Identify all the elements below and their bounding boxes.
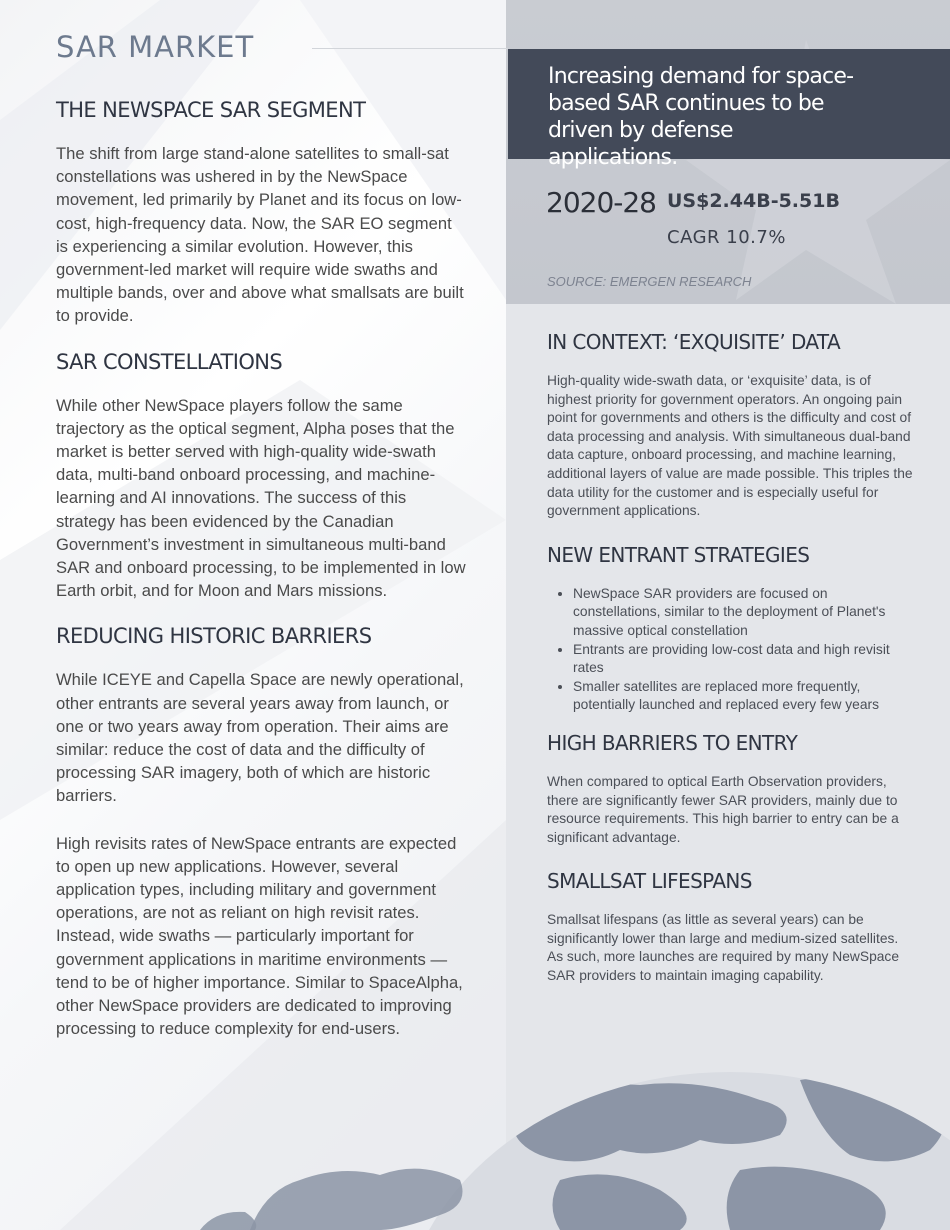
main-article (56, 98, 468, 1063)
section-paragraph: While other NewSpace players follow the same trajectory as the optical segment, Alpha poses that the market is better served with high-quality wide-swath data, multi-band onboard processing, and machine-learning and AI innovations. The success of this strategy has been evidenced by the Canadian Government’s investment in simultaneous multi-band SAR and onboard processing, to be implemented in low Earth orbit, and for Moon and Mars missions. (56, 395, 466, 601)
section-paragraph: While ICEYE and Capella Space are newly operational, other entrants are several years away from launch, or one or two years away from operation. Their aims are similar: reduce the cost of data and the difficulty of processing SAR imagery, both of which are historic barriers. (56, 670, 464, 806)
cagr-value: CAGR 10.7% (667, 227, 786, 248)
sidebar-paragraph: High-quality wide-swath data, or ‘exquisite’ data, is of highest priority for government operators. An ongoing pain point for governments and others is the difficulty and cost of data processing and analysis. With simultaneous dual-band data capture, onboard processing, and machine learning, additional layers of value are made possible. This triples the data utility for the customer and is especially useful for government applications. (547, 373, 913, 519)
section-heading: THE NEWSPACE SAR SEGMENT (56, 98, 366, 122)
callout-banner (508, 49, 950, 170)
sidebar-column (547, 330, 915, 1008)
sidebar-heading: SMALLSAT LIFESPANS (547, 869, 752, 894)
market-size-range: US$2.44B-5.51B (667, 190, 840, 212)
forecast-period: 2020-28 (546, 186, 656, 219)
strategies-list (547, 585, 915, 715)
section-paragraph: High revisits rates of NewSpace entrants are expected to open up new applications. However, several application types, including military and government operations, are not as reliant on high revisit rates. Instead, wide swaths — particularly important for government applications in maritime environments — tend to be of higher importance. Similar to SpaceAlpha, other NewSpace providers are dedicated to improving processing to reduce complexity for end-users. (56, 833, 463, 1039)
sidebar-section-barriers (547, 731, 915, 847)
list-item: • NewSpace SAR providers are focused on constellations, similar to the deployment of Planet's massive optical constellation (573, 585, 915, 641)
sidebar-heading: HIGH BARRIERS TO ENTRY (547, 730, 798, 755)
title-divider (312, 48, 508, 49)
section-heading: SAR CONSTELLATIONS (56, 349, 283, 374)
sidebar-paragraph: Smallsat lifespans (as little as several years) can be significantly lower than large and medium-sized satellites. As such, more launches are required by many NewSpace SAR providers to maintain imaging capability. (547, 912, 899, 984)
sidebar-section-lifespans (547, 869, 915, 985)
list-item: • Entrants are providing low-cost data and high revisit rates (573, 641, 915, 678)
source-note: SOURCE: EMERGEN RESEARCH (547, 274, 752, 289)
section-paragraph: The shift from large stand-alone satellites to small-sat constellations was ushered in by the NewSpace movement, led primarily by Planet and its focus on low-cost, high-frequency data. Now, the SAR EO segment is experiencing a similar evolution. However, this government-led market will require wide swaths and multiple bands, over and above what smallsats are built to provide. (56, 144, 464, 326)
section-sar-constellations (56, 350, 468, 603)
sidebar-paragraph: When compared to optical Earth Observation providers, there are significantly fewer SAR providers, mainly due to resource requirements. This high barrier to entry can be a significant advantage. (547, 773, 899, 845)
sidebar-heading: IN CONTEXT: ‘EXQUISITE’ DATA (547, 330, 841, 354)
page-title: SAR MARKET (56, 30, 255, 64)
sidebar-section-strategies (547, 543, 915, 715)
section-heading: REDUCING HISTORIC BARRIERS (56, 624, 372, 649)
section-reducing-historic-barriers (56, 624, 468, 1040)
sidebar-heading: NEW ENTRANT STRATEGIES (547, 542, 810, 567)
sidebar-section-context (547, 330, 915, 521)
list-item: • Smaller satellites are replaced more frequently, potentially launched and replaced every few years (573, 678, 915, 715)
callout-text: Increasing demand for space-based SAR continues to be driven by defense applications. (548, 64, 854, 170)
section-newspace-sar-segment (56, 98, 468, 328)
globe-illustration (0, 1040, 950, 1230)
